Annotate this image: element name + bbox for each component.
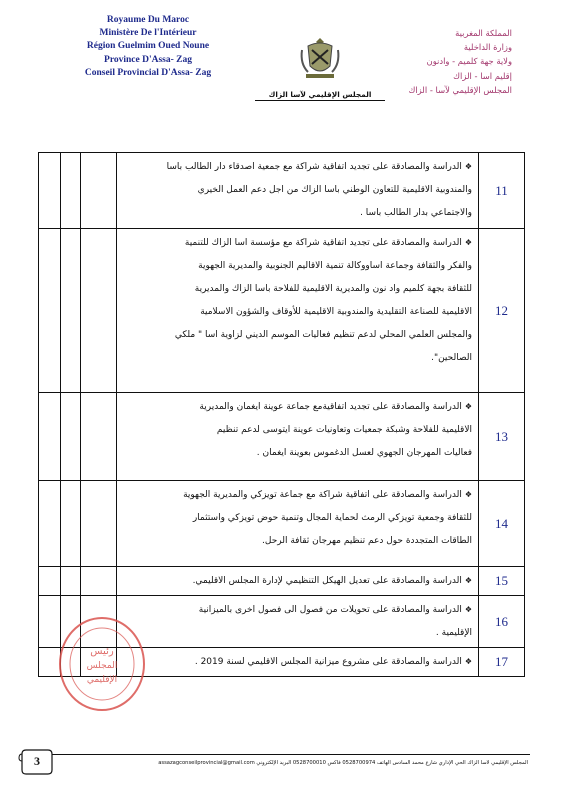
- footer-divider: [40, 754, 530, 755]
- agenda-item-text: ❖الدراسة والمصادقة على تجديد اتفاقية شراكة مع جمعية اصدقاء دار الطالب باسا والمندوبية الاقليمية للتعاون الوطني باسا الزاك من اجل دعم العمل الخيري والاجتماعي بدار الطالب باسا .: [117, 153, 479, 229]
- agenda-item-number: 16: [479, 596, 525, 648]
- table-row: [39, 481, 525, 567]
- agenda-item-number: 17: [479, 648, 525, 677]
- agenda-item-text: ❖الدراسة والمصادقة على تعديل الهيكل التنظيمي لإدارة المجلس الاقليمي.: [117, 567, 479, 596]
- header-arabic-province: إقليم اسا - الزاك: [453, 70, 512, 81]
- agenda-item-text: ❖الدراسة والمصادقة على تجديد اتفاقية شراكة مع مؤسسة اسا الزاك للتنمية والفكر والثقافة وجماعة اساووكالة تنمية الاقاليم الجنوبية والمديرية الجهوية للثقافة بجهة كلميم واد نون والمديرية الاقليمية للفلاحة باسا الزاك والمديرية الاقليمية للصناعة التقليدية والمندوبية الاقليمية للأوقاف والشؤون الاسلامية والمجلس العلمي المحلي لدعم تنظيم فعاليات الموسم الديني لزاوية اسا " ملكي الصالحين".: [117, 229, 479, 393]
- bullet-icon: ❖: [464, 490, 472, 499]
- blank-cell: [39, 393, 61, 481]
- blank-cell: [81, 229, 117, 393]
- coat-of-arms-icon: [298, 36, 342, 82]
- blank-cell: [81, 153, 117, 229]
- agenda-item-number: 15: [479, 567, 525, 596]
- bullet-icon: ❖: [464, 657, 472, 666]
- header-province: Province D'Assa- Zag: [104, 54, 192, 65]
- stamp-line: المجلس: [86, 661, 118, 671]
- table-row: [39, 393, 525, 481]
- blank-cell: [39, 229, 61, 393]
- council-name-under-emblem: المجلس الإقليمي لآسا الزاك: [255, 90, 385, 101]
- header-kingdom: Royaume Du Maroc: [106, 15, 190, 25]
- agenda-item-text: ❖الدراسة والمصادقة على اتفاقية شراكة مع جماعة تويزكي والمديرية الجهوية للثقافة وجمعية تويزكي الرمث لحماية المجال وتنمية حوض تويزكي واستثمار الطاقات المتجددة حول دعم تنظيم مهرجان ثقافة الرحل.: [117, 481, 479, 567]
- stamp-line: الإقليمي: [86, 675, 118, 685]
- blank-cell: [39, 153, 61, 229]
- header-council: Conseil Provincial D'Assa- Zag: [84, 67, 212, 78]
- blank-cell: [81, 393, 117, 481]
- blank-cell: [81, 481, 117, 567]
- table-row: [39, 567, 525, 596]
- footer-address: المجلس الإقليمي لأسا الزاك الحي الإداري شارع محمد السادس الهاتف 0528700974 فاكس 0528700010 البريد الإلكتروني assazagconseilprovincial@gmail.com: [158, 760, 528, 766]
- header-french-block: [64, 14, 232, 80]
- stamp-line: رئيس: [90, 646, 114, 657]
- blank-cell: [61, 229, 81, 393]
- header-arabic-region: ولاية جهة كلميم - وادنون: [426, 56, 512, 67]
- bullet-icon: ❖: [464, 238, 472, 247]
- table-row: [39, 153, 525, 229]
- blank-cell: [61, 481, 81, 567]
- agenda-item-number: 11: [479, 153, 525, 229]
- blank-cell: [61, 393, 81, 481]
- agenda-item-text: ❖الدراسة والمصادقة على مشروع ميزانية المجلس الاقليمي لسنة 2019 .: [117, 648, 479, 677]
- bullet-icon: ❖: [464, 605, 472, 614]
- page-number: 3: [34, 754, 40, 768]
- bullet-icon: ❖: [464, 576, 472, 585]
- agenda-item-number: 12: [479, 229, 525, 393]
- bullet-icon: ❖: [464, 402, 472, 411]
- header-arabic-block: [362, 26, 512, 97]
- header-arabic-council: المجلس الإقليمي لآسا - الزاك: [408, 84, 512, 95]
- header-region: Région Guelmim Oued Noune: [86, 41, 210, 52]
- blank-cell: [61, 153, 81, 229]
- blank-cell: [61, 567, 81, 596]
- agenda-item-number: 14: [479, 481, 525, 567]
- agenda-item-text: ❖الدراسة والمصادقة على تحويلات من فصول الى فصول اخرى بالميزانية الإقليمية .: [117, 596, 479, 648]
- blank-cell: [81, 567, 117, 596]
- header-ministry: Ministère De l'Intérieur: [99, 28, 197, 39]
- table-row: [39, 229, 525, 393]
- agenda-item-text: ❖الدراسة والمصادقة على تجديد اتفاقيةمع جماعة عوينة ايغمان والمديرية الاقليمية للفلاحة وشبكة جمعيات وتعاونيات عوينة ايتوسى لدعم تنظيم فعاليات المهرجان الجهوي لعسل الدغموس بعوينة ايغمان .: [117, 393, 479, 481]
- header-arabic-ministry: وزارة الداخلية: [463, 42, 512, 53]
- agenda-item-number: 13: [479, 393, 525, 481]
- blank-cell: [39, 567, 61, 596]
- official-stamp-icon: [54, 612, 150, 716]
- blank-cell: [39, 481, 61, 567]
- agenda-table: [38, 152, 525, 677]
- bullet-icon: ❖: [464, 162, 472, 171]
- header-arabic-kingdom: المملكة المغربية: [455, 28, 512, 38]
